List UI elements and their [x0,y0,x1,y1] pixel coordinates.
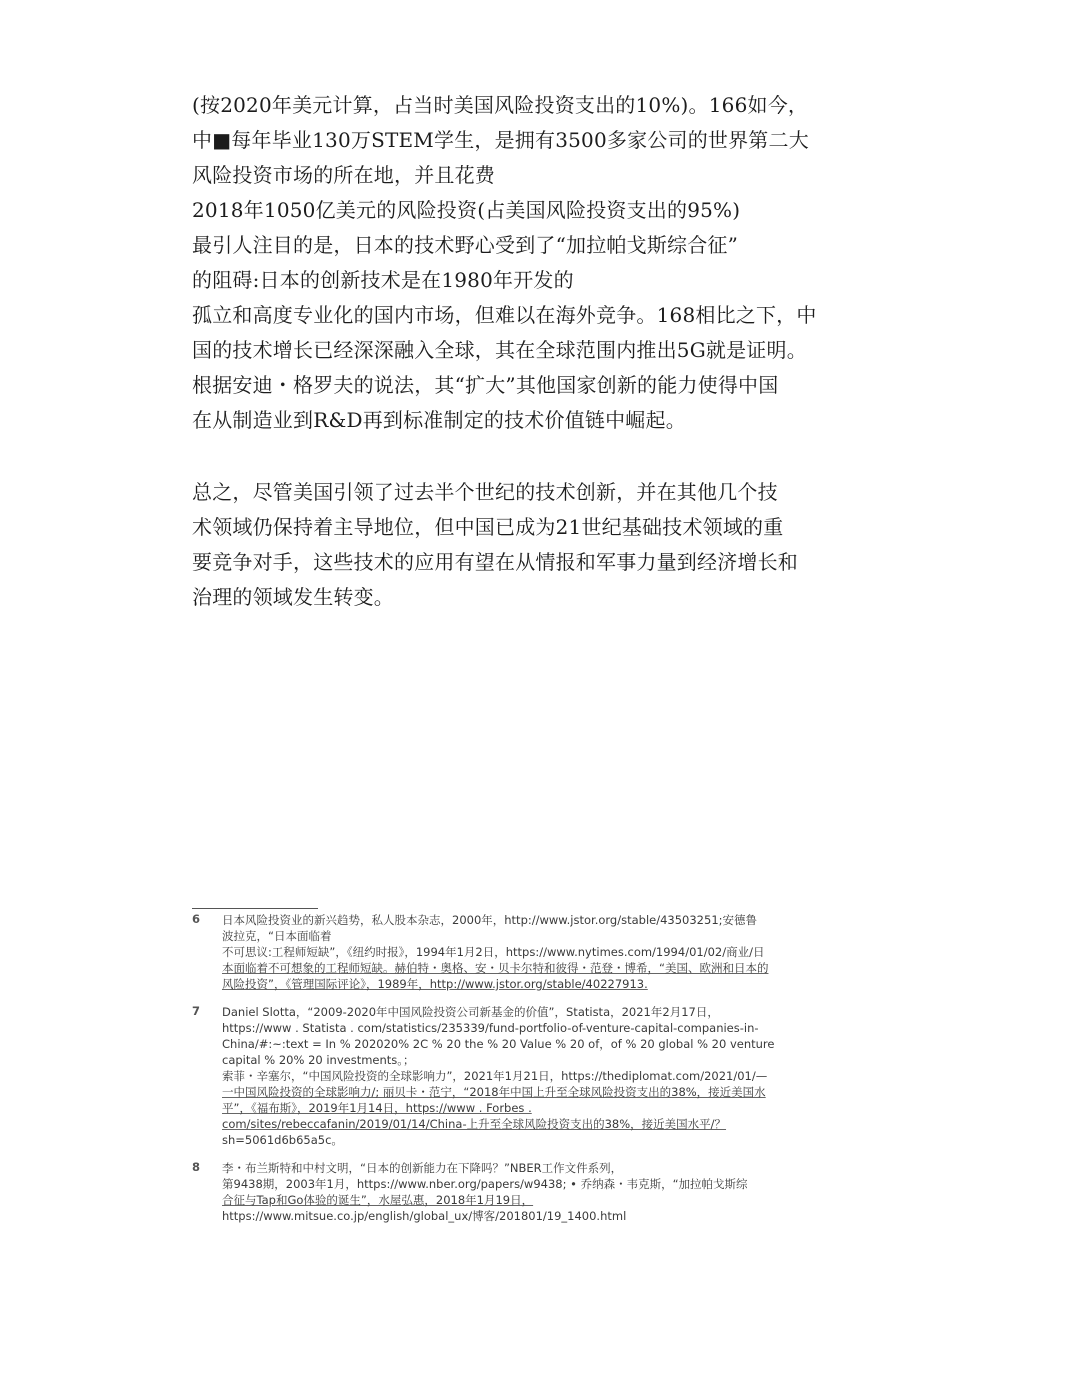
footnote-number: 8 [192,1160,201,1174]
text-line: 中■每年毕业130万STEM学生，是拥有3500多家公司的世界第二大 [192,128,809,152]
footnote-separator [192,908,318,909]
footnote-line: https://www . Statista . com/statistics/235339/fund-portfolio-of-venture-capital-companies-in- [222,1021,759,1035]
footnote-line: 李・布兰斯特和中村文明，“日本的创新能力在下降吗？”NBER工作文件系列， [222,1161,623,1175]
footnote-number: 6 [192,912,201,926]
footnote-line: capital % 20% 20 investments。； [222,1053,415,1067]
body-paragraph-1 [192,88,852,438]
footnote-line: 平”，《福布斯》，2019年1月14日，https://www . Forbes . [222,1101,532,1115]
text-line: 总之，尽管美国引领了过去半个世纪的技术创新，并在其他几个技 [192,480,778,504]
footnote-line: https://www.mitsue.co.jp/english/global_ux/博客/201801/19_1400.html [222,1209,627,1223]
text-line: 在从制造业到R&D再到标准制定的技术价值链中崛起。 [192,408,686,432]
text-line: 国的技术增长已经深深融入全球，其在全球范围内推出5G就是证明。 [192,338,807,362]
text-line: 要竞争对手，这些技术的应用有望在从情报和军事力量到经济增长和 [192,550,798,574]
footnote-line: 不可思议:工程师短缺”，《纽约时报》，1994年1月2日，https://www.nytimes.com/1994/01/02/商业/日 [222,945,765,959]
footnote-line: 合征与Tap和Go体验的诞生”，水屋弘惠，2018年1月19日， [222,1193,534,1207]
text-line: 根据安迪・格罗夫的说法，其“扩大”其他国家创新的能力使得中国 [192,373,779,397]
footnote-line: 索菲・辛塞尔，“中国风险投资的全球影响力”，2021年1月21日，https://thediplomat.com/2021/01/— [222,1069,768,1083]
footnote-line: China/#:~:text = In % 202020% 2C % 20 the % 20 Value % 20 of，of % 20 global % 20 venture [222,1037,775,1051]
text-line: 治理的领域发生转变。 [192,585,394,609]
footnote-line: 第9438期，2003年1月，https://www.nber.org/papers/w9438; • 乔纳森・韦克斯，“加拉帕戈斯综 [222,1177,748,1191]
footnote-line: 风险投资”，《管理国际评论》，1989年，http://www.jstor.org/stable/40227913. [222,977,648,991]
footnote-line: 波拉克，“日本面临着 [222,929,332,943]
footnote-number: 7 [192,1004,201,1018]
footnote-line: Daniel Slotta，“2009-2020年中国风险投资公司新基金的价值”，Statista，2021年2月17日， [222,1005,719,1019]
text-line: 的阻碍:日本的创新技术是在1980年开发的 [192,268,574,292]
text-line: (按2020年美元计算，占当时美国风险投资支出的10%)。166如今， [192,93,809,117]
text-line: 孤立和高度专业化的国内市场，但难以在海外竞争。168相比之下，中 [192,303,817,327]
text-line: 2018年1050亿美元的风险投资(占美国风险投资支出的95%) [192,198,741,222]
footnote-line: 一中国风险投资的全球影响力/; 丽贝卡・范宁，“2018年中国上升至全球风险投资支出的38%，接近美国水 [222,1085,766,1099]
text-line: 术领域仍保持着主导地位，但中国已成为21世纪基础技术领域的重 [192,515,784,539]
text-line: 风险投资市场的所在地，并且花费 [192,163,495,187]
footnote-line: sh=5061d6b65a5c。 [222,1133,343,1147]
footnote-line: 日本风险投资业的新兴趋势，私人股本杂志，2000年，http://www.jstor.org/stable/43503251;安德鲁 [222,913,758,927]
footnote-line: com/sites/rebeccafanin/2019/01/14/China-上升至全球风险投资支出的38%，接近美国水平/？ [222,1117,727,1131]
text-line: 最引人注目的是，日本的技术野心受到了“加拉帕戈斯综合征” [192,233,739,257]
footnote-line: 本面临着不可想象的工程师短缺。赫伯特・奥格、安・贝卡尔特和彼得・范登・博希，“美国、欧洲和日本的 [222,961,769,975]
body-paragraph-2 [192,475,852,615]
